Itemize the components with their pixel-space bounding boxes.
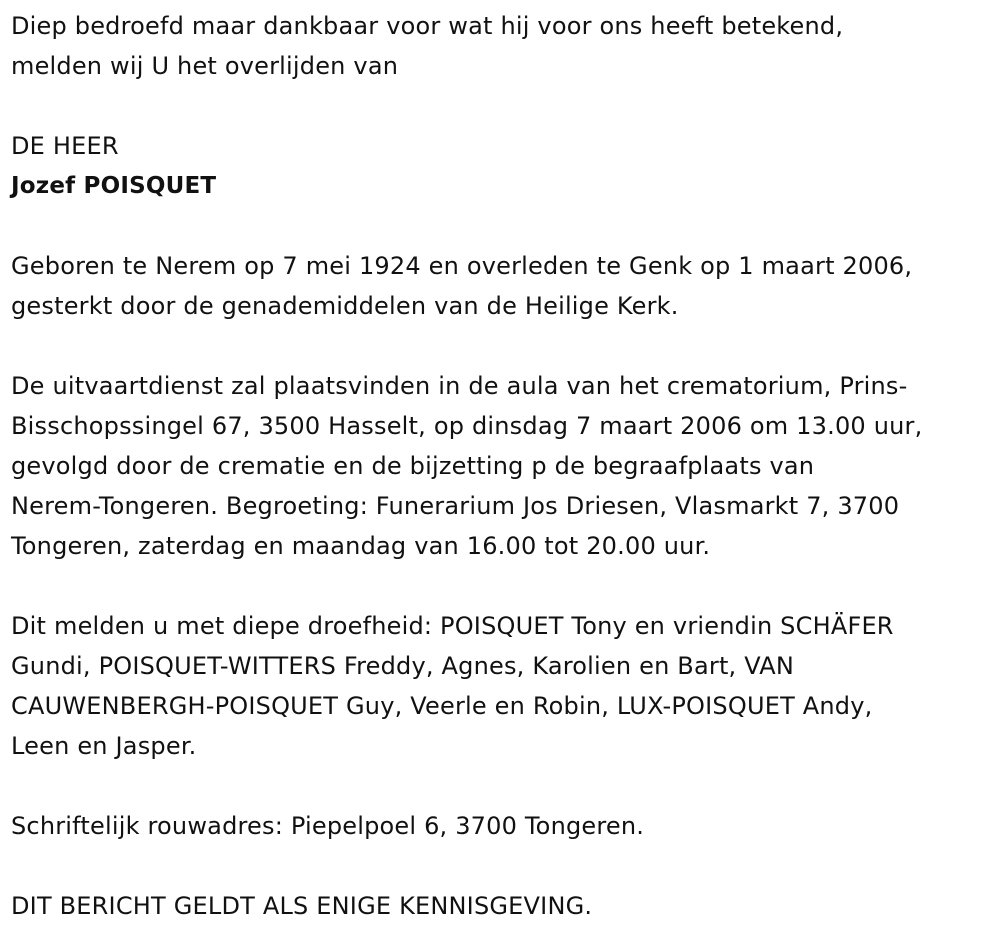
funeral-line-3: gevolgd door de crematie en de bijzetting p de begraafplaats van <box>11 452 815 480</box>
funeral-line-1: De uitvaartdienst zal plaatsvinden in de aula van het crematorium, Prins- <box>11 372 908 400</box>
family-line-2: Gundi, POISQUET-WITTERS Freddy, Agnes, Karolien en Bart, VAN <box>11 652 795 680</box>
deceased-name: Jozef POISQUET <box>11 173 217 199</box>
deceased-block <box>11 126 988 206</box>
birth-death-line-1: Geboren te Nerem op 7 mei 1924 en overleden te Genk op 1 maart 2006, <box>11 252 913 280</box>
family-paragraph <box>11 606 988 766</box>
spacer <box>11 566 988 606</box>
family-line-4: Leen en Jasper. <box>11 732 197 760</box>
spacer <box>11 206 988 246</box>
family-line-1: Dit melden u met diepe droefheid: POISQUET Tony en vriendin SCHÄFER <box>11 612 894 640</box>
spacer <box>11 86 988 126</box>
intro-line-1: Diep bedroefd maar dankbaar voor wat hij voor ons heeft betekend, <box>11 12 844 40</box>
deceased-title: DE HEER <box>11 132 119 160</box>
funeral-line-4: Nerem-Tongeren. Begroeting: Funerarium Jos Driesen, Vlasmarkt 7, 3700 <box>11 492 900 520</box>
funeral-line-5: Tongeren, zaterdag en maandag van 16.00 tot 20.00 uur. <box>11 532 711 560</box>
address-paragraph <box>11 806 988 846</box>
family-line-3: CAUWENBERGH-POISQUET Guy, Veerle en Robin, LUX-POISQUET Andy, <box>11 692 873 720</box>
birth-death-paragraph <box>11 246 988 326</box>
spacer <box>11 846 988 886</box>
spacer <box>11 766 988 806</box>
funeral-line-2: Bisschopssingel 67, 3500 Hasselt, op dinsdag 7 maart 2006 om 13.00 uur, <box>11 412 923 440</box>
address-line: Schriftelijk rouwadres: Piepelpoel 6, 3700 Tongeren. <box>11 812 645 840</box>
intro-line-2: melden wij U het overlijden van <box>11 52 399 80</box>
spacer <box>11 326 988 366</box>
funeral-paragraph <box>11 366 988 566</box>
closing-line: DIT BERICHT GELDT ALS ENIGE KENNISGEVING. <box>11 892 593 920</box>
birth-death-line-2: gesterkt door de genademiddelen van de Heilige Kerk. <box>11 292 679 320</box>
closing-paragraph <box>11 886 988 926</box>
intro-paragraph <box>11 6 988 86</box>
